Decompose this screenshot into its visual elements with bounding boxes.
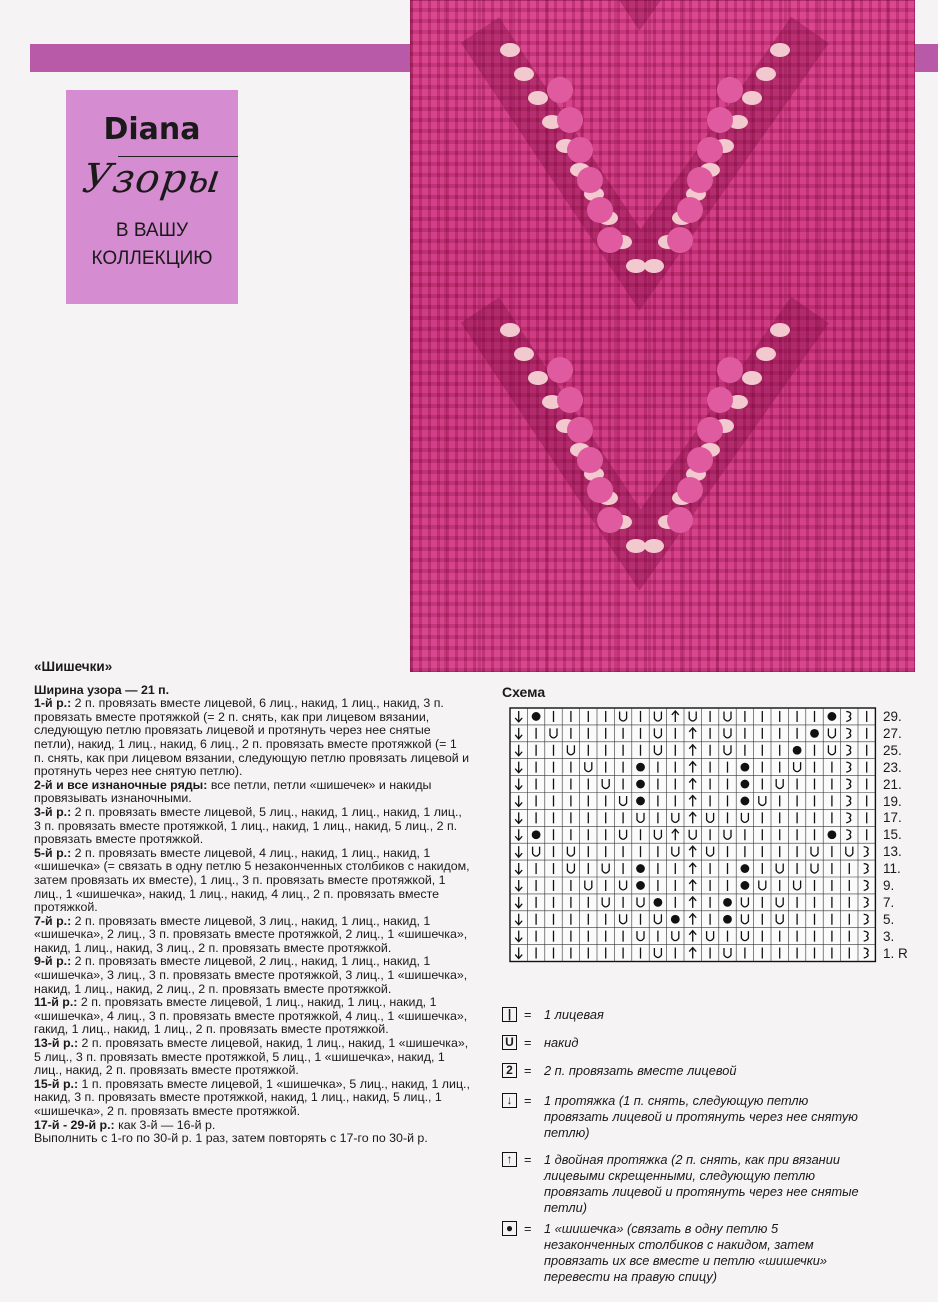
pattern-width: Ширина узора — 21 п. <box>34 682 170 697</box>
chart-row-number: 17. <box>883 810 902 826</box>
bobble-mark <box>793 746 802 755</box>
bobble-mark <box>636 797 645 806</box>
chart-row-number: 1. R <box>883 945 908 961</box>
eyelet-hole <box>770 323 790 337</box>
row-text: 2 п. провязать вместе лицевой, 1 лиц., накид, 1 лиц., накид, 1 «шишечка», 4 лиц., 3 п. провязать вместе протяжкой, 4 лиц., 1 «шишечка», гакид, 1 лиц., накид, 1 лиц., 2 п. провязать вместе протяжкой. <box>34 995 468 1037</box>
row-label: 7-й р.: <box>34 913 72 928</box>
legend-equals: = <box>524 1221 532 1236</box>
bobble-mark <box>741 797 750 806</box>
chevron-shadow <box>480 310 810 550</box>
bobble <box>667 507 693 533</box>
bobble <box>547 357 573 383</box>
instruction-row-1 <box>34 779 470 806</box>
chart-row-number: 3. <box>883 928 895 944</box>
bobble <box>557 387 583 413</box>
k2tog-symbol-icon: 2 <box>502 1063 517 1078</box>
chart-row-number: 5. <box>883 911 895 927</box>
chart-row-number: 15. <box>883 827 902 843</box>
legend-description: 2 п. провязать вместе лицевой <box>544 1063 737 1078</box>
row-label: 15-й р.: <box>34 1076 79 1091</box>
bobble <box>717 357 743 383</box>
instruction-row-5 <box>34 955 470 996</box>
legend-equals: = <box>524 1007 532 1022</box>
bobble-mark <box>723 898 732 907</box>
chart-row-number: 13. <box>883 844 902 860</box>
rib-line <box>716 0 719 672</box>
bobble <box>587 197 613 223</box>
row-text: все петли, петли «шишечек» и накиды провязывать изнаночными. <box>34 777 432 806</box>
bobble-mark <box>741 864 750 873</box>
instruction-row-0 <box>34 697 470 779</box>
legend-equals: = <box>524 1093 532 1108</box>
rib-line <box>580 0 583 672</box>
bobble <box>697 137 723 163</box>
slip-decrease-symbol-icon: ↓ <box>502 1093 517 1108</box>
eyelet-hole <box>742 91 762 105</box>
logo-subtitle-line-1: В ВАШУ <box>115 220 189 241</box>
legend-equals: = <box>524 1152 532 1167</box>
legend-equals: = <box>524 1035 532 1050</box>
eyelet-hole <box>742 371 762 385</box>
eyelet-hole <box>528 91 548 105</box>
bobble-mark <box>532 712 541 721</box>
eyelet-hole <box>770 43 790 57</box>
legend-description: 1 двойная протяжка (2 п. снять, как при вязании лицевыми скрещенными, следующую петлю провязать лицевой и протянуть через нее снятые петли) <box>544 1152 859 1215</box>
row-label: 17-й - 29-й р.: <box>34 1117 115 1132</box>
chevron-shadow <box>480 30 810 270</box>
chart-row-number: 7. <box>883 894 895 910</box>
bobble <box>547 77 573 103</box>
bobble-mark <box>723 915 732 924</box>
bobble-mark <box>810 729 819 738</box>
bobble <box>577 447 603 473</box>
bobble-mark <box>828 712 837 721</box>
chart-row-number: 23. <box>883 759 902 775</box>
rib-line <box>852 0 855 672</box>
bobble <box>577 167 603 193</box>
row-text: 2 п. провязать вместе лицевой, 2 лиц., накид, 1 лиц., накид, 1 «шишечка», 3 лиц., 3 п. провязать вместе протяжкой, 3 лиц., 1 «шишечка», накид, 1 лиц., накид, 2 лиц., 2 п. провязать вместе протяжкой. <box>34 954 468 996</box>
bobble <box>587 477 613 503</box>
eyelet-hole <box>756 347 776 361</box>
instruction-row-3 <box>34 847 470 915</box>
bobble <box>567 137 593 163</box>
logo-subtitle-line-2: КОЛЛЕКЦИЮ <box>91 248 213 269</box>
bobble <box>677 477 703 503</box>
row-label: 13-й р.: <box>34 1036 79 1051</box>
row-text: 2 п. провязать вместе лицевой, накид, 1 лиц., накид, 1 «шишечка», 5 лиц., 3 п. провязать вместе протяжкой, 5 лиц., 1 «шишечка», накид, 1 лиц., накид, 2 п. провязать вместе протяжкой. <box>34 1036 469 1078</box>
instruction-row-7 <box>34 1037 470 1078</box>
bobble <box>597 227 623 253</box>
legend-equals: = <box>524 1063 532 1078</box>
pattern-instructions <box>34 660 470 1146</box>
pattern-title: «Шишечки» <box>34 659 113 674</box>
instruction-row-4 <box>34 915 470 956</box>
bobble-mark <box>636 864 645 873</box>
eyelet-hole <box>500 323 520 337</box>
bobble <box>687 167 713 193</box>
knit-symbol-icon: | <box>502 1007 517 1022</box>
row-label: 2-й и все изнаночные ряды: <box>34 777 208 792</box>
yarn-over-symbol-icon: U <box>502 1035 517 1050</box>
chart-row-number: 19. <box>883 793 902 809</box>
chart-row-number: 9. <box>883 878 895 893</box>
bobble-mark <box>828 830 837 839</box>
row-label: 5-й р.: <box>34 845 72 860</box>
bobble <box>687 447 713 473</box>
bobble-mark <box>636 780 645 789</box>
legend-description: 1 «шишечка» (связать в одну петлю 5 незаконченных столбиков с накидом, затем провязать их все вместе и петлю «шишечки» перевести на правую спицу) <box>544 1221 828 1284</box>
logo-script-title: Узоры <box>79 156 225 202</box>
bobble-mark <box>741 763 750 772</box>
row-text: 2 п. провязать вместе лицевой, 4 лиц., накид, 1 лиц., накид, 1 «шишечка» (= связать в одну петлю 5 незаконченных столбиков с накидом, затем провязать их вместе), 1 лиц., 3 п. провязать вместе протяжкой, 1 лиц., 1 «шишечка», накид, 1 лиц., накид, 4 лиц., 2 п. провязать вместе протяжкой. <box>34 845 470 915</box>
bobble-mark <box>741 881 750 890</box>
bobble-mark <box>636 763 645 772</box>
instruction-row-9 <box>34 1119 470 1133</box>
chart-heading: Схема <box>502 684 546 700</box>
chart-row-number: 29. <box>883 709 902 724</box>
eyelet-hole <box>500 43 520 57</box>
bobble-symbol-icon: ● <box>502 1221 517 1236</box>
bobble <box>707 387 733 413</box>
eyelet-hole <box>528 371 548 385</box>
bobble-mark <box>532 830 541 839</box>
knitted-sample-photo <box>410 0 915 672</box>
row-label: 1-й р.: <box>34 696 72 711</box>
instruction-row-10 <box>34 1132 470 1146</box>
eyelet-hole <box>514 347 534 361</box>
magazine-logo <box>66 90 238 304</box>
row-text: Выполнить с 1-го по 30-й р. 1 раз, затем повторять с 17-го по 30-й р. <box>34 1131 428 1146</box>
brand-name: Diana <box>103 112 201 147</box>
bobble <box>667 227 693 253</box>
bobble <box>597 507 623 533</box>
chart-row-number: 21. <box>883 776 902 792</box>
row-label: 9-й р.: <box>34 954 72 969</box>
eyelet-hole <box>644 259 664 273</box>
rib-line <box>614 0 617 672</box>
chart-row-number: 11. <box>883 861 901 877</box>
legend-description: накид <box>544 1035 579 1050</box>
bobble <box>677 197 703 223</box>
bobble <box>557 107 583 133</box>
bobble-mark <box>654 898 663 907</box>
bobble <box>697 417 723 443</box>
eyelet-hole <box>626 539 646 553</box>
row-text: 2 п. провязать вместе лицевой, 6 лиц., накид, 1 лиц., накид, 3 п. провязать вместе протяжкой (= 2 п. снять, как при лицевом вязании, следующую петлю провязать лицевой и протянуть через нее снятые петли), накид, 1 лиц., накид, 6 лиц., 2 п. провязать вместе протяжкой (= 1 п. снять, как при лицевом вязании, следующую петлю провязать лицевой и протянуть через нее снятую петлю). <box>34 696 470 779</box>
row-label: 3-й р.: <box>34 804 72 819</box>
eyelet-hole <box>756 67 776 81</box>
rib-line <box>682 0 685 672</box>
chart-row-number: 27. <box>883 725 902 741</box>
legend-description: 1 лицевая <box>544 1007 604 1022</box>
bobble-mark <box>741 780 750 789</box>
instruction-row-2 <box>34 806 470 847</box>
bobble <box>717 77 743 103</box>
eyelet-hole <box>644 539 664 553</box>
row-label: 11-й р.: <box>34 995 78 1010</box>
row-text: 2 п. провязать вместе лицевой, 5 лиц., накид, 1 лиц., накид, 1 лиц., 3 п. провязать вместе протяжкой, 1 лиц., накид, 1 лиц., накид, 5 лиц., 2 п. провязать вместе протяжкой. <box>34 804 462 847</box>
lace-pattern-illustration <box>410 0 915 672</box>
instruction-paragraphs <box>34 697 470 1146</box>
instruction-row-6 <box>34 996 470 1037</box>
chart-row-number: 25. <box>883 742 902 758</box>
bobble <box>567 417 593 443</box>
legend-description: 1 протяжка (1 п. снять, следующую петлю провязать лицевой и протянуть через нее снятую петлю) <box>544 1093 858 1140</box>
eyelet-hole <box>626 259 646 273</box>
instruction-row-8 <box>34 1078 470 1119</box>
double-decrease-symbol-icon: ↑ <box>502 1152 517 1167</box>
bobble-mark <box>671 915 680 924</box>
rib-line <box>444 0 447 672</box>
knitting-chart <box>509 707 877 965</box>
bobble <box>707 107 733 133</box>
bobble-mark <box>636 881 645 890</box>
eyelet-hole <box>514 67 534 81</box>
row-text: как 3-й — 16-й р. <box>114 1117 216 1132</box>
row-text: 2 п. провязать вместе лицевой, 3 лиц., накид, 1 лиц., накид, 1 «шишечка», 2 лиц., 3 п. провязать вместе протяжкой, 2 лиц., 1 «шишечка», накид, 1 лиц., накид, 3 лиц., 2 п. провязать вместе протяжкой. <box>34 913 468 955</box>
rib-line <box>886 0 889 672</box>
row-text: 1 п. провязать вместе лицевой, 1 «шишечка», 5 лиц., накид, 1 лиц., накид, 3 п. провязать вместе протяжкой, накид, 1 лиц., накид, 5 лиц., 1 «шишечка», 2 п. провязать вместе протяжкой. <box>34 1076 470 1118</box>
